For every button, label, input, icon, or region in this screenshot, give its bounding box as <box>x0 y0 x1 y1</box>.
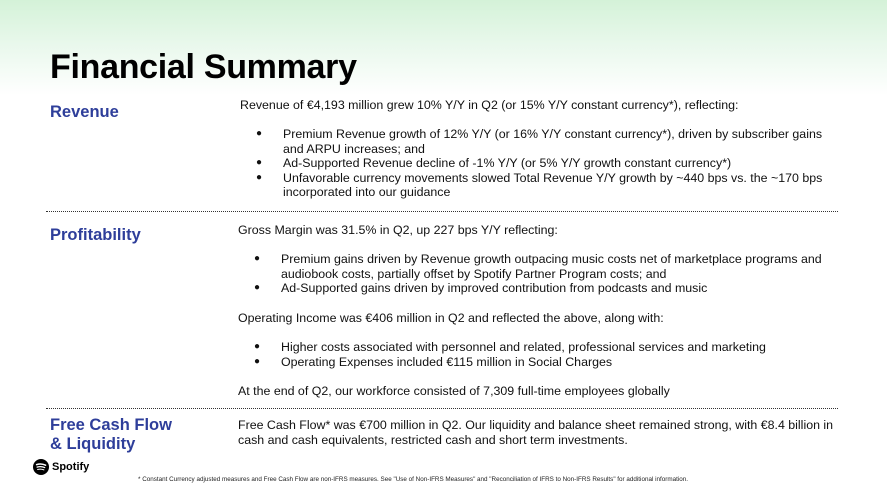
bullet-icon: ● <box>254 341 261 352</box>
bullet-icon: ● <box>254 282 261 293</box>
list-item: ● Ad-Supported gains driven by improved contribution from podcasts and music <box>254 281 708 295</box>
profitability-heading: Profitability <box>50 226 141 244</box>
bullet-icon: ● <box>254 355 261 367</box>
bullet-icon: ● <box>256 128 263 139</box>
list-item: ● Unfavorable currency movements slowed Total Revenue Y/Y growth by ~440 bps vs. the ~170 bps incorporated into our guidance <box>256 170 823 199</box>
workforce-text: At the end of Q2, our workforce consisted of 7,309 full-time employees globally <box>238 384 670 398</box>
logo-text: Spotify <box>52 461 90 473</box>
revenue-heading: Revenue <box>50 103 119 121</box>
spotify-logo-icon <box>33 459 49 475</box>
revenue-intro: Revenue of €4,193 million grew 10% Y/Y in Q2 (or 15% Y/Y constant currency*), reflecting: <box>240 98 739 112</box>
profitability-bullets-1 <box>254 252 840 296</box>
bullet-icon: ● <box>256 171 263 183</box>
list-item: ● Premium Revenue growth of 12% Y/Y (or 16% Y/Y constant currency*), driven by subscriber gains and ARPU increases; and <box>256 127 823 156</box>
fcf-heading <box>50 416 172 454</box>
list-item: ● Operating Expenses included €115 million in Social Charges <box>254 354 613 369</box>
fcf-heading-line2: & Liquidity <box>50 435 136 453</box>
fcf-heading-line1: Free Cash Flow <box>50 416 172 434</box>
list-item: ● Premium gains driven by Revenue growth outpacing music costs net of marketplace programs and audiobook costs, partially offset by Spotify Partner Program costs; and <box>254 252 822 281</box>
profitability-bullets-2 <box>254 340 840 369</box>
operating-income-text: Operating Income was €406 million in Q2 and reflected the above, along with: <box>238 311 664 325</box>
section-divider <box>46 211 838 212</box>
section-divider <box>46 408 838 409</box>
list-item: ● Ad-Supported Revenue decline of -1% Y/Y (or 5% Y/Y growth constant currency*) <box>256 156 732 170</box>
footnote: * Constant Currency adjusted measures and Free Cash Flow are non-IFRS measures. See "Use of Non-IFRS Measures" and "Reconciliation of IFRS to Non-IFRS Results" for additional information. <box>138 476 689 483</box>
revenue-bullets <box>256 127 844 200</box>
fcf-text: Free Cash Flow* was €700 million in Q2. Our liquidity and balance sheet remained strong, with €8.4 billion in cash and cash equivalents, restricted cash and short term investments. <box>238 418 834 447</box>
list-item: ● Higher costs associated with personnel and related, professional services and marketing <box>254 340 766 354</box>
spotify-logo <box>33 459 89 475</box>
page-title: Financial Summary <box>50 48 357 86</box>
bullet-icon: ● <box>254 253 261 264</box>
gross-margin-text: Gross Margin was 31.5% in Q2, up 227 bps Y/Y reflecting: <box>238 223 558 237</box>
bullet-icon: ● <box>256 157 263 168</box>
